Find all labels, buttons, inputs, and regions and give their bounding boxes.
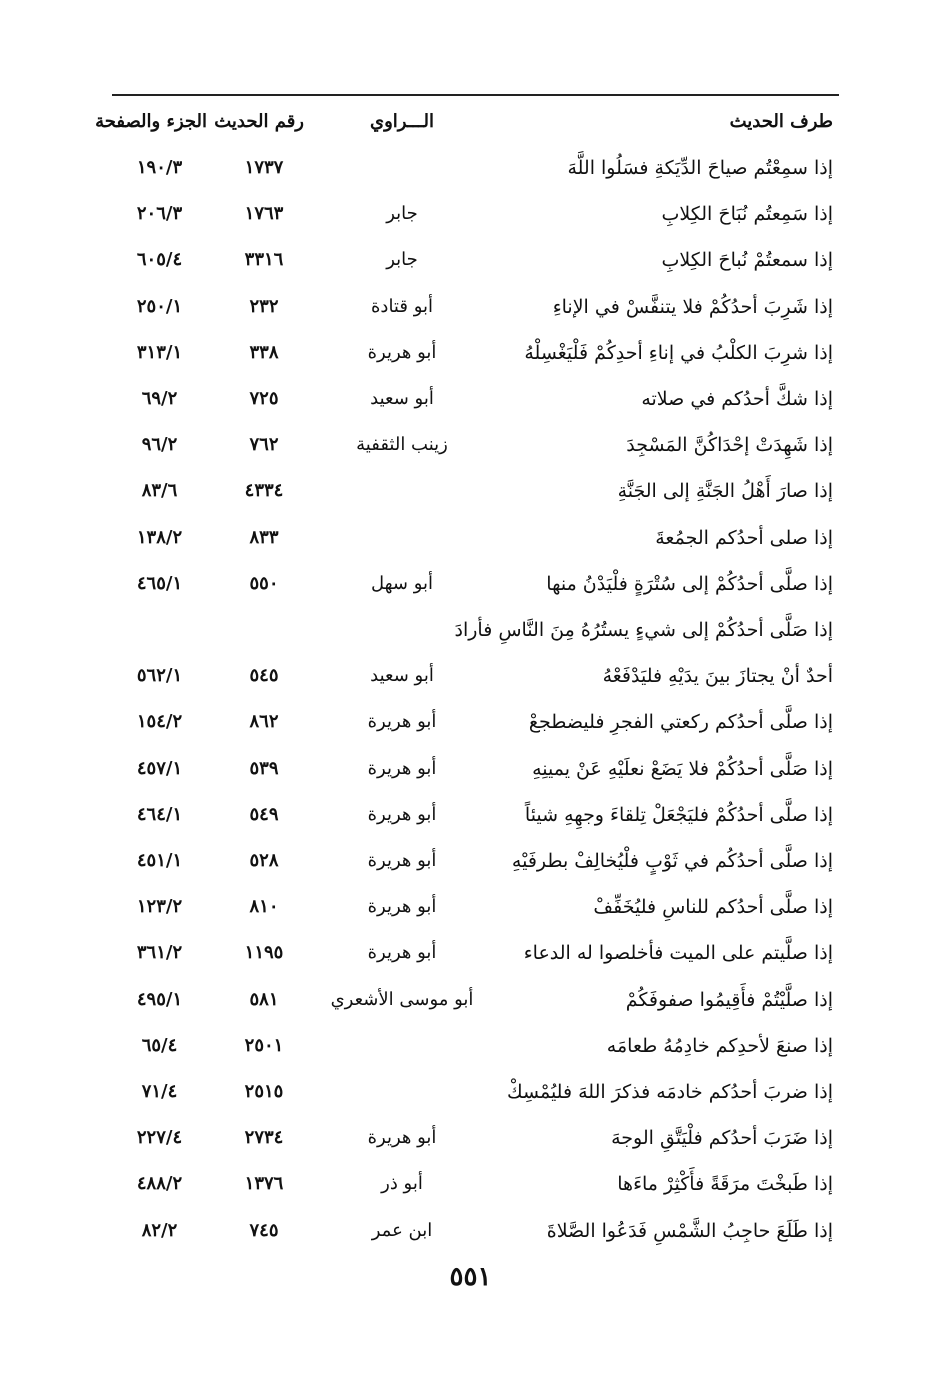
narrator — [317, 607, 487, 653]
hadith-text: إذا صَلَّى أحدُكُمْ إلى شيءٍ يستُرُهُ مِنَ النَّاسِ فأرادَ — [454, 619, 833, 641]
hadith-number: ٨١٠ — [249, 896, 279, 917]
volume-page: ١٩٠/٣ — [136, 157, 183, 178]
hadith-number: ٣٣٨ — [249, 342, 279, 363]
volume-page: ٩٦/٢ — [141, 434, 178, 455]
hadith-text: إذا شَرِبَ أحدُكُمْ فلا يتنفَّسْ في الإناءِ — [552, 296, 833, 318]
narrator: أبو قتادة — [371, 296, 433, 317]
hadith-number: ٥٥٠ — [249, 573, 279, 594]
narrator: أبو ذر — [381, 1173, 423, 1194]
hadith-text: إذا صنعَ لأحدِكم خادِمُهُ طعامَه — [606, 1035, 833, 1057]
narrator — [317, 468, 487, 514]
table-row — [112, 422, 839, 468]
volume-page: ٥٦٢/١ — [136, 665, 183, 686]
table-row — [112, 561, 839, 607]
narrator: جابر — [386, 203, 418, 224]
volume-page: ٢٢٧/٤ — [136, 1127, 183, 1148]
hadith-number: ٥٤٩ — [249, 804, 279, 825]
hadith-number: ٥٣٩ — [249, 758, 279, 779]
table-row — [112, 838, 839, 884]
table-row — [112, 376, 839, 422]
header-hadith-number: رقم الحديث — [214, 111, 304, 132]
hadith-text: أحدٌ أنْ يجتازَ بينَ يدَيْهِ فليَدْفَعْهُ — [602, 665, 833, 687]
hadith-text: إذا صلَّيْتُمْ فأَقِيمُوا صفوفَكُمْ — [625, 989, 833, 1011]
narrator: أبو هريرة — [367, 1127, 437, 1148]
table-row — [112, 145, 839, 191]
volume-page: ٣٦١/٢ — [136, 942, 183, 963]
volume-page: ٤٩٥/١ — [136, 989, 183, 1010]
hadith-number: ٧٤٥ — [249, 1220, 279, 1241]
table-row — [112, 1115, 839, 1161]
hadith-text: إذا شَهِدَتْ إحْدَاكُنَّ المَسْجِدَ — [626, 434, 833, 456]
narrator: أبو هريرة — [367, 896, 437, 917]
volume-page: ٤٨٨/٢ — [136, 1173, 183, 1194]
volume-page: ٤٥١/١ — [136, 850, 183, 871]
volume-page: ٤٦٥/١ — [136, 573, 183, 594]
top-rule — [112, 94, 839, 96]
table-row — [112, 515, 839, 561]
hadith-text: إذا صَلَّى أحدُكُمْ فلا يَضَعْ نعلَيْهِ عَنْ يمينِهِ — [532, 758, 833, 780]
narrator: أبو موسى الأشعري — [330, 989, 474, 1010]
volume-page: ١٥٤/٢ — [136, 711, 183, 732]
table-row — [112, 1208, 839, 1254]
hadith-text: إذا شرِبَ الكلْبُ في إناءِ أحدِكُمْ فَلْيَغْسِلْهُ — [524, 342, 833, 364]
table-row — [112, 330, 839, 376]
hadith-text: إذا صلَّى أحدُكُم في ثَوْبٍ فلْيُخالِفْ بطرفَيْهِ — [511, 850, 833, 872]
volume-page: ٤٦٤/١ — [136, 804, 183, 825]
volume-page: ٦٠٥/٤ — [136, 249, 183, 270]
narrator: أبو هريرة — [367, 758, 437, 779]
hadith-text: إذا ضَرَبَ أحدُكم فلْيَتَّقِ الوجهَ — [611, 1127, 833, 1149]
narrator: أبو سعيد — [370, 388, 434, 409]
volume-page: ٨٣/٦ — [141, 480, 178, 501]
hadith-number: ٨٦٢ — [249, 711, 279, 732]
table-row — [112, 468, 839, 514]
hadith-number: ١١٩٥ — [244, 942, 284, 963]
hadith-text: إذا طَبخْتَ مرَقَةً فأَكْثِرْ ماءَها — [617, 1173, 833, 1195]
hadith-number: ٤٣٣٤ — [244, 480, 284, 501]
hadith-number: ٨٣٣ — [249, 527, 279, 548]
table-row — [112, 1069, 839, 1115]
hadith-number: ١٣٧٦ — [244, 1173, 284, 1194]
table-row — [112, 930, 839, 976]
volume-page: ١٣٨/٢ — [136, 527, 183, 548]
volume-page: ٦٩/٢ — [141, 388, 178, 409]
hadith-number: ٢٧٣٤ — [244, 1127, 284, 1148]
narrator: أبو هريرة — [367, 342, 437, 363]
hadith-number: ٥٤٥ — [249, 665, 279, 686]
table-row — [112, 1161, 839, 1207]
table-row — [112, 191, 839, 237]
hadith-number: ٥٢٨ — [249, 850, 279, 871]
narrator: أبو هريرة — [367, 850, 437, 871]
volume-page: ٧١/٤ — [141, 1081, 178, 1102]
hadith-number: ١٧٣٧ — [244, 157, 284, 178]
hadith-text: إذا صلَّى أحدُكُمْ إلى سُتْرَةٍ فلْيَدْنُ منها — [546, 573, 833, 595]
volume-page — [112, 607, 207, 653]
hadith-number: ١٧٦٣ — [244, 203, 284, 224]
hadith-text: إذا صلَّى أحدُكم للناسِ فليُخَفِّفْ — [593, 896, 833, 918]
narrator: ابن عمر — [371, 1220, 433, 1241]
volume-page: ٨٢/٢ — [141, 1220, 178, 1241]
table-row — [112, 607, 839, 653]
narrator: زينب الثقفية — [356, 434, 448, 455]
volume-page: ٢٥٠/١ — [136, 296, 183, 317]
narrator: أبو هريرة — [367, 942, 437, 963]
table-row — [112, 792, 839, 838]
hadith-text: إذا صارَ أَهْلُ الجَنَّةِ إلى الجَنَّةِ — [617, 480, 833, 502]
hadith-text: إذا طَلَعَ حاجِبُ الشَّمْسِ فَدَعُوا الصَّلاةَ — [546, 1220, 833, 1242]
hadith-number: ٢٥١٥ — [244, 1081, 284, 1102]
table-row — [112, 653, 839, 699]
hadith-number: ٧٦٢ — [249, 434, 279, 455]
hadith-text: إذا صلَّى أحدُكم ركعتي الفجرِ فليضطجعْ — [528, 711, 833, 733]
hadith-number: ٧٢٥ — [249, 388, 279, 409]
table-header — [95, 99, 839, 145]
hadith-text: إذا صلى أحدُكم الجمُعةَ — [655, 527, 833, 549]
volume-page: ٤٥٧/١ — [136, 758, 183, 779]
hadith-number: ٥٨١ — [249, 989, 279, 1010]
narrator: أبو سعيد — [370, 665, 434, 686]
narrator: أبو سهل — [370, 573, 434, 594]
table-row — [112, 1023, 839, 1069]
hadith-text: إذا ضربَ أحدُكم خادمَه فذكرَ اللهَ فليُمْسِكْ — [507, 1081, 833, 1103]
hadith-number: ٣٣١٦ — [244, 249, 284, 270]
hadith-text: إذا سَمِعتُم نُبَاحَ الكِلابِ — [661, 203, 833, 225]
header-hadith-text: طرف الحديث — [729, 111, 833, 132]
volume-page: ٦٥/٤ — [141, 1035, 178, 1056]
volume-page: ٣١٣/١ — [136, 342, 183, 363]
hadith-number — [224, 607, 304, 653]
table-row — [112, 977, 839, 1023]
header-volume-page: الجزء والصفحة — [95, 111, 207, 132]
hadith-text: إذا سمِعْتُم صياحَ الدِّيَكةِ فسَلُوا اللَّهَ — [567, 157, 833, 179]
narrator — [317, 145, 487, 191]
table-row — [112, 284, 839, 330]
hadith-number: ٢٣٢ — [249, 296, 279, 317]
table-row — [112, 746, 839, 792]
page-number: ٥٥١ — [449, 1262, 492, 1292]
hadith-text: إذا صلَّى أحدُكُمْ فليَجْعَلْ تِلقاءَ وجهِهِ شيئاً — [524, 804, 833, 826]
table-row — [112, 237, 839, 283]
narrator — [317, 1023, 487, 1069]
hadith-text: إذا شكَّ أحدُكم في صلاته — [641, 388, 833, 410]
narrator: أبو هريرة — [367, 711, 437, 732]
volume-page: ١٢٣/٢ — [136, 896, 183, 917]
narrator — [317, 1069, 487, 1115]
header-narrator: الـــراوي — [369, 111, 435, 132]
hadith-number: ٢٥٠١ — [244, 1035, 284, 1056]
hadith-text: إذا صلَّيتم على الميت فأخلصوا له الدعاء — [523, 942, 833, 964]
hadith-text: إذا سمعتُمْ نُباحَ الكِلابِ — [661, 249, 833, 271]
narrator: أبو هريرة — [367, 804, 437, 825]
narrator — [317, 515, 487, 561]
table-row — [112, 884, 839, 930]
volume-page: ٢٠٦/٣ — [136, 203, 183, 224]
narrator: جابر — [386, 249, 418, 270]
table-row — [112, 699, 839, 745]
